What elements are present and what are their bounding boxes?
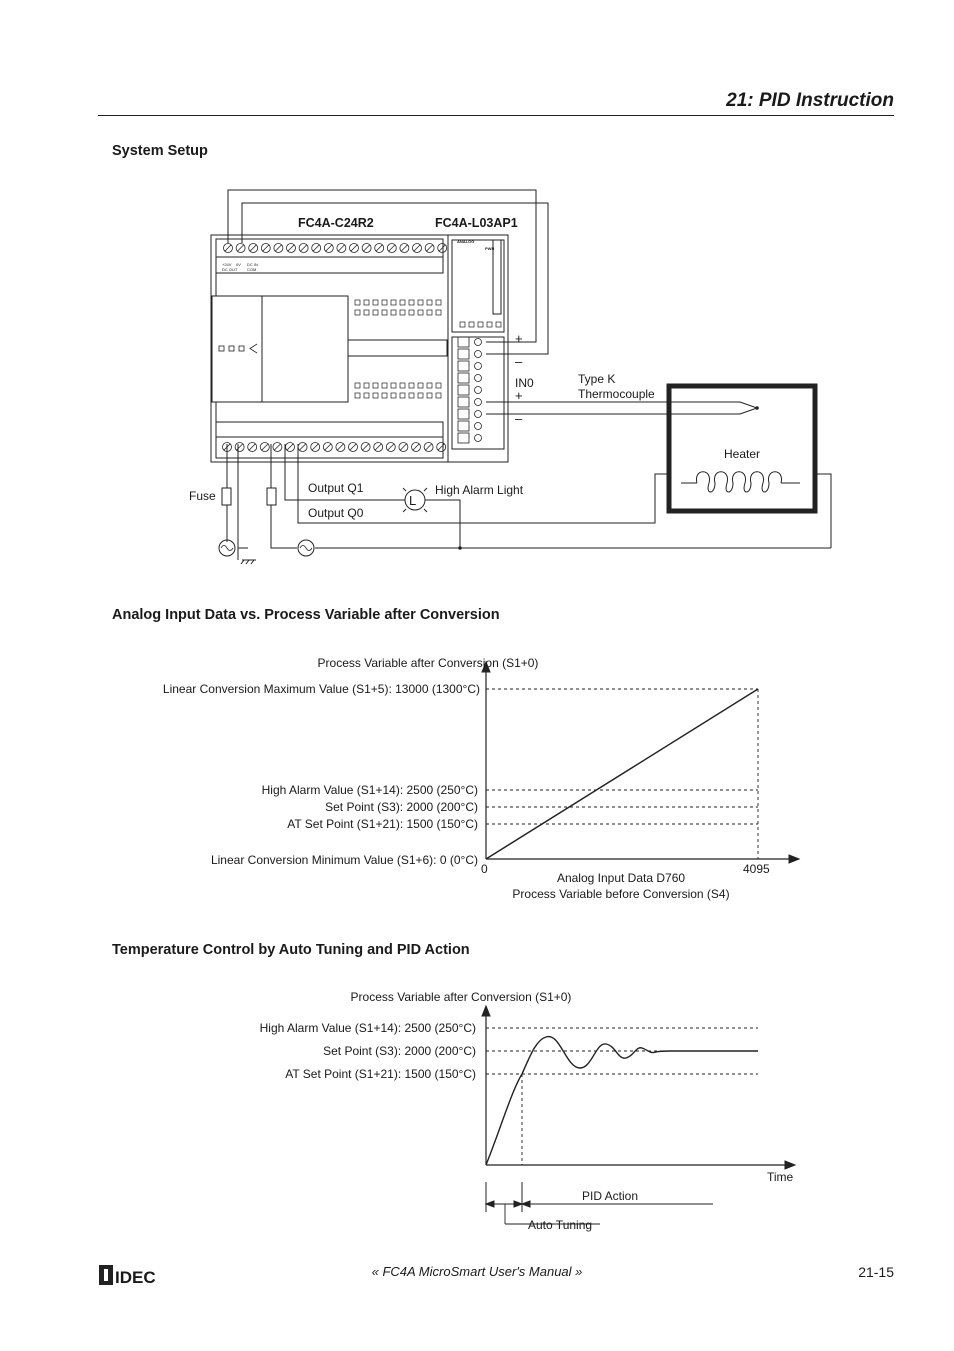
terminal-slot [288,245,294,251]
terminal-slot [312,444,318,450]
conversion-set-point-label: Set Point (S3): 2000 (200°C) [325,800,478,814]
manual-title: « FC4A MicroSmart User's Manual » [371,1264,583,1279]
conversion-y-title: Process Variable after Conversion (S1+0) [317,656,539,670]
control-y-title: Process Variable after Conversion (S1+0) [350,990,572,1004]
plus-top-label: + [515,331,523,346]
led-indicator [364,383,369,388]
x-zero-label: 0 [481,862,488,876]
analog-terminal [458,421,469,431]
chapter-title: 21: PID Instruction [726,90,894,111]
terminal-slot [351,245,357,251]
svg-text:DC OUT: DC OUT [222,267,238,272]
led-indicator [355,383,360,388]
terminal-slot [400,444,406,450]
minus-in-label: – [515,411,523,426]
output-q1-label: Output Q1 [308,481,364,495]
led-indicator [373,300,378,305]
led-indicator [400,310,405,315]
analog-model-label: FC4A-L03AP1 [435,216,518,230]
svg-text:0V: 0V [236,262,241,267]
terminal-slot [250,245,256,251]
led-indicator [478,322,483,327]
led-indicator [391,300,396,305]
led-indicator [436,383,441,388]
led-indicator [355,393,360,398]
led-indicator [391,383,396,388]
terminal-slot [388,444,394,450]
led-indicator [373,393,378,398]
terminal-slot [300,444,306,450]
x-max-label: 4095 [743,862,770,876]
pid-action-label: PID Action [582,1189,639,1203]
terminal-slot [325,444,331,450]
terminal-slot [225,245,231,251]
terminal-slot [338,245,344,251]
conversion-min-label: Linear Conversion Minimum Value (S1+6): 0 (0°C) [210,853,478,867]
alarm-light-label: High Alarm Light [435,483,524,497]
led-indicator [418,310,423,315]
led-indicator [355,300,360,305]
led-indicator [391,393,396,398]
led-indicator [436,393,441,398]
logo-text: IDEC [115,1268,156,1287]
terminal-slot [363,444,369,450]
control-heading: Temperature Control by Auto Tuning and PID Action [112,942,470,958]
led-indicator [427,300,432,305]
led-indicator [391,310,396,315]
conversion-x-title-2: Process Variable before Conversion (S4) [512,887,730,901]
terminal-slot [249,444,255,450]
terminal-slot [375,444,381,450]
analog-terminal-screw [475,411,482,418]
system-setup-heading: System Setup [112,143,208,159]
output-q0-label: Output Q0 [308,506,364,520]
led-indicator [382,393,387,398]
terminal-slot [326,245,332,251]
conversion-chart [0,640,954,910]
led-indicator [373,310,378,315]
conversion-max-label: Linear Conversion Maximum Value (S1+5): 13000 (1300°C) [162,682,480,696]
heater-label: Heater [724,447,761,461]
in0-label: IN0 [515,376,534,390]
svg-text:COM: COM [247,267,257,272]
led-indicator [436,300,441,305]
system-setup-diagram [0,0,954,600]
terminal-slot [439,245,445,251]
terminal-slot [376,245,382,251]
time-label: Time [767,1170,794,1184]
led-indicator [460,322,465,327]
led-indicator [409,310,414,315]
analog-tag: ANALOG [457,239,475,244]
analog-terminal [458,349,469,359]
led-indicator [469,322,474,327]
terminal-slot [389,245,395,251]
analog-terminal [458,433,469,443]
terminal-slot [364,245,370,251]
conversion-heading: Analog Input Data vs. Process Variable after Conversion [112,607,500,623]
led-indicator [427,383,432,388]
analog-terminal [458,361,469,371]
pwr-tag: PWR [485,246,495,251]
led-indicator [382,300,387,305]
analog-terminal [458,373,469,383]
analog-terminal-screw [475,399,482,406]
page-number: 21-15 [858,1264,894,1280]
led-indicator [418,393,423,398]
terminal-slot [275,245,281,251]
terminal-slot [337,444,343,450]
led-indicator [400,300,405,305]
thermocouple-label-2: Thermocouple [578,387,655,401]
terminal-slot [427,245,433,251]
terminal-slot [414,245,420,251]
led-indicator [418,300,423,305]
led-indicator [409,300,414,305]
idec-logo [99,1263,169,1287]
control-high-alarm-label: High Alarm Value (S1+14): 2500 (250°C) [259,1021,476,1035]
led-indicator [400,393,405,398]
analog-terminal-screw [475,387,482,394]
analog-terminal-screw [475,423,482,430]
led-indicator [487,322,492,327]
terminal-slot [263,245,269,251]
led-indicator [409,383,414,388]
lamp-letter: L [409,493,417,508]
analog-terminal [458,409,469,419]
thermocouple-label-1: Type K [578,372,616,386]
analog-terminal [458,385,469,395]
terminal-slot [301,245,307,251]
led-indicator [400,383,405,388]
control-chart [0,980,954,1240]
terminal-slot [262,444,268,450]
led-indicator [496,322,501,327]
control-set-point-label: Set Point (S3): 2000 (200°C) [323,1044,476,1058]
terminal-slot [350,444,356,450]
conversion-high-alarm-label: High Alarm Value (S1+14): 2500 (250°C) [261,783,478,797]
terminal-slot [313,245,319,251]
led-indicator [364,300,369,305]
led-indicator [427,393,432,398]
terminal-slot [238,245,244,251]
fuse-label: Fuse [189,489,216,503]
led-indicator [355,310,360,315]
analog-terminal [458,397,469,407]
led-indicator [373,383,378,388]
analog-terminal-screw [475,339,482,346]
analog-terminal [458,337,469,347]
analog-terminal-screw [475,363,482,370]
analog-terminal-screw [475,351,482,358]
led-indicator [382,310,387,315]
svg-text:+24V: +24V [222,262,232,267]
terminal-slot [274,444,280,450]
analog-terminal-screw [475,435,482,442]
terminal-slot [401,245,407,251]
analog-terminal-screw [475,375,482,382]
led-indicator [427,310,432,315]
conversion-x-title-1: Analog Input Data D760 [556,871,686,885]
led-indicator [364,310,369,315]
terminal-slot [413,444,419,450]
conversion-at-set-point-label: AT Set Point (S1+21): 1500 (150°C) [287,817,478,831]
terminal-slot [426,444,432,450]
led-indicator [382,383,387,388]
terminal-slot [287,444,293,450]
led-indicator [436,310,441,315]
led-indicator [418,383,423,388]
svg-text:DC IN: DC IN [247,262,258,267]
cpu-model-label: FC4A-C24R2 [298,216,374,230]
control-at-set-point-label: AT Set Point (S1+21): 1500 (150°C) [285,1067,476,1081]
minus-top-label: – [515,354,523,369]
led-indicator [409,393,414,398]
auto-tuning-label: Auto Tuning [528,1218,593,1232]
plus-in-label: + [515,388,523,403]
led-indicator [364,393,369,398]
